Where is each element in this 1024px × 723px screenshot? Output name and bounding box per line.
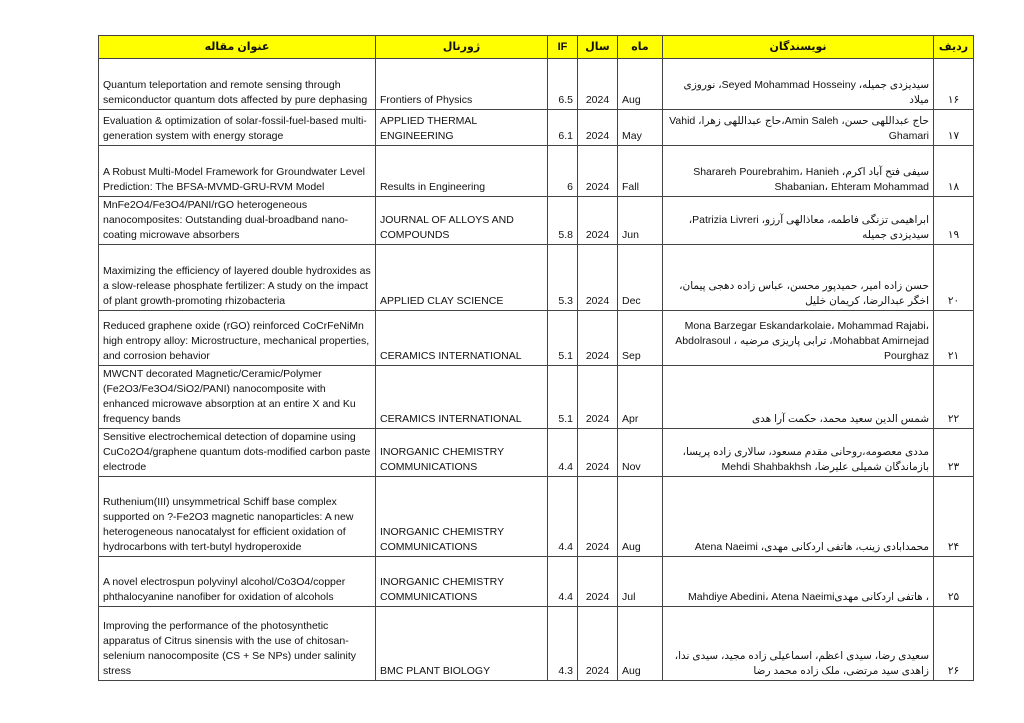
impact-factor: 5.1 <box>548 366 578 429</box>
article-title: Sensitive electrochemical detection of dopamine using CuCo2O4/graphene quantum dots-modified carbon paste electrode <box>99 429 376 477</box>
row-number: ۱۹ <box>934 197 974 245</box>
article-title: Quantum teleportation and remote sensing through semiconductor quantum dots affected by pure dephasing <box>99 59 376 110</box>
month: Aug <box>618 59 663 110</box>
journal-name: Results in Engineering <box>376 146 548 197</box>
authors: ، هاتفی اردکانی مهدیMahdiye Abedini، Atena Naeimi <box>663 557 934 607</box>
impact-factor: 6.5 <box>548 59 578 110</box>
journal-name: INORGANIC CHEMISTRY COMMUNICATIONS <box>376 477 548 557</box>
month: Jun <box>618 197 663 245</box>
year: 2024 <box>578 197 618 245</box>
row-number: ۲۳ <box>934 429 974 477</box>
month: Fall <box>618 146 663 197</box>
table-row <box>99 59 974 110</box>
authors: مددی معصومه،روحانی مقدم مسعود، سالاری زاده پریسا، بازماندگان شمیلی علیرضا، Mehdi Shahbakhsh <box>663 429 934 477</box>
month: Dec <box>618 245 663 311</box>
authors: سیفی فتح آباد اکرم، Sharareh Pourebrahim، Hanieh Shabanian، Ehteram Mohammad <box>663 146 934 197</box>
journal-name: Frontiers of Physics <box>376 59 548 110</box>
impact-factor: 5.8 <box>548 197 578 245</box>
impact-factor: 5.3 <box>548 245 578 311</box>
article-title: A Robust Multi-Model Framework for Groundwater Level Prediction: The BFSA-MVMD-GRU-RVM Model <box>99 146 376 197</box>
row-number: ۲۶ <box>934 607 974 681</box>
journal-name: APPLIED CLAY SCIENCE <box>376 245 548 311</box>
journal-name: APPLIED THERMAL ENGINEERING <box>376 110 548 146</box>
table-row <box>99 429 974 477</box>
year: 2024 <box>578 146 618 197</box>
journal-name: JOURNAL OF ALLOYS AND COMPOUNDS <box>376 197 548 245</box>
header-if: IF <box>548 36 578 59</box>
month: Aug <box>618 607 663 681</box>
row-number: ۱۸ <box>934 146 974 197</box>
header-row: ردیف <box>934 36 974 59</box>
table-row <box>99 366 974 429</box>
month: May <box>618 110 663 146</box>
authors: سیدیزدی جمیله، Seyed Mohammad Hosseiny، نوروزی میلاد <box>663 59 934 110</box>
article-title: Reduced graphene oxide (rGO) reinforced CoCrFeNiMn high entropy alloy: Microstructure, mechanical properties, and corrosion behavior <box>99 311 376 366</box>
header-authors: نویسندگان <box>663 36 934 59</box>
month: Apr <box>618 366 663 429</box>
year: 2024 <box>578 607 618 681</box>
row-number: ۲۲ <box>934 366 974 429</box>
impact-factor: 6 <box>548 146 578 197</box>
article-title: Improving the performance of the photosynthetic apparatus of Citrus sinensis with the use of chitosan-selenium nanocomposite (CS + Se NPs) under salinity stress <box>99 607 376 681</box>
journal-name: CERAMICS INTERNATIONAL <box>376 311 548 366</box>
year: 2024 <box>578 429 618 477</box>
table-row <box>99 110 974 146</box>
article-title: MWCNT decorated Magnetic/Ceramic/Polymer (Fe2O3/Fe3O4/SiO2/PANI) nanocomposite with enhanced microwave absorption at an entire X and Ku frequency bands <box>99 366 376 429</box>
publications-table <box>98 35 974 681</box>
row-number: ۲۱ <box>934 311 974 366</box>
authors: محمدابادی زینب، هاتفی اردکانی مهدی، Atena Naeimi <box>663 477 934 557</box>
table-row <box>99 477 974 557</box>
impact-factor: 4.4 <box>548 477 578 557</box>
table-row <box>99 607 974 681</box>
table-row <box>99 197 974 245</box>
authors: Mona Barzegar Eskandarkolaie، Mohammad Rajabi، Mohabbat Amirnejad، ترابی پاریزی مرضیه ، Abdolrasoul Pourghaz <box>663 311 934 366</box>
impact-factor: 5.1 <box>548 311 578 366</box>
year: 2024 <box>578 59 618 110</box>
month: Nov <box>618 429 663 477</box>
row-number: ۲۴ <box>934 477 974 557</box>
article-title: Ruthenium(III) unsymmetrical Schiff base complex supported on ?-Fe2O3 magnetic nanoparticles: A new heterogeneous nanocatalyst for efficient oxidation of hydrocarbons with tert-butyl hydroperoxide <box>99 477 376 557</box>
header-journal: ژورنال <box>376 36 548 59</box>
month: Aug <box>618 477 663 557</box>
year: 2024 <box>578 110 618 146</box>
table-row <box>99 557 974 607</box>
header-title: عنوان مقاله <box>99 36 376 59</box>
row-number: ۲۵ <box>934 557 974 607</box>
year: 2024 <box>578 366 618 429</box>
article-title: Evaluation & optimization of solar-fossil-fuel-based multi-generation system with energy storage <box>99 110 376 146</box>
month: Sep <box>618 311 663 366</box>
table-row <box>99 311 974 366</box>
year: 2024 <box>578 477 618 557</box>
impact-factor: 4.3 <box>548 607 578 681</box>
row-number: ۲۰ <box>934 245 974 311</box>
authors: ابراهیمی تزنگی فاطمه، معاذالهی آرزو، Patrizia Livreri، سیدیزدی جمیله <box>663 197 934 245</box>
header-year: سال <box>578 36 618 59</box>
year: 2024 <box>578 245 618 311</box>
article-title: A novel electrospun polyvinyl alcohol/Co3O4/copper phthalocyanine nanofiber for oxidation of alcohols <box>99 557 376 607</box>
article-title: MnFe2O4/Fe3O4/PANI/rGO heterogeneous nanocomposites: Outstanding dual-broadband nano-coating microwave absorbers <box>99 197 376 245</box>
impact-factor: 6.1 <box>548 110 578 146</box>
impact-factor: 4.4 <box>548 429 578 477</box>
year: 2024 <box>578 557 618 607</box>
journal-name: INORGANIC CHEMISTRY COMMUNICATIONS <box>376 429 548 477</box>
month: Jul <box>618 557 663 607</box>
article-title: Maximizing the efficiency of layered double hydroxides as a slow-release phosphate fertilizer: A study on the impact of plant growth-promoting rhizobacteria <box>99 245 376 311</box>
journal-name: CERAMICS INTERNATIONAL <box>376 366 548 429</box>
table-row <box>99 245 974 311</box>
row-number: ۱۷ <box>934 110 974 146</box>
authors: شمس الدین سعید محمد، حکمت آرا هدی <box>663 366 934 429</box>
authors: سعیدی رضا، سیدی اعظم، اسماعیلی زاده مجید، سیدی ندا، زاهدی سید مرتضی، ملک زاده محمد رضا <box>663 607 934 681</box>
table-row <box>99 146 974 197</box>
journal-name: BMC PLANT BIOLOGY <box>376 607 548 681</box>
row-number: ۱۶ <box>934 59 974 110</box>
authors: حاج عبداللهی حسن، Amin Saleh،حاج عبداللهی زهرا، Vahid Ghamari <box>663 110 934 146</box>
header-month: ماه <box>618 36 663 59</box>
table-header <box>99 36 974 59</box>
impact-factor: 4.4 <box>548 557 578 607</box>
journal-name: INORGANIC CHEMISTRY COMMUNICATIONS <box>376 557 548 607</box>
authors: حسن زاده امیر، حمیدپور محسن، عباس زاده دهجی پیمان، اخگر عبدالرضا، کریمان خلیل <box>663 245 934 311</box>
year: 2024 <box>578 311 618 366</box>
